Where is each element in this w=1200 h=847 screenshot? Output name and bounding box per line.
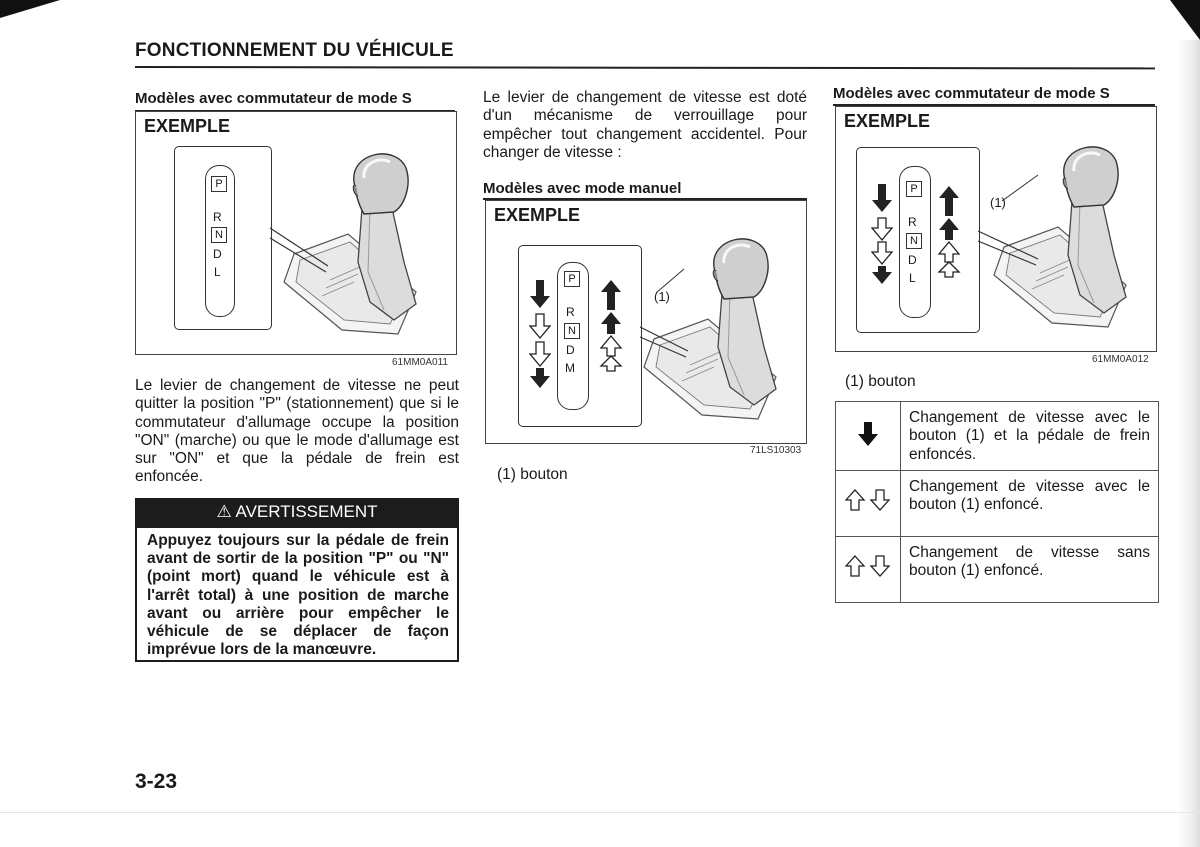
gate-letter-r: R bbox=[908, 215, 917, 229]
gate-letter-p: P bbox=[211, 176, 227, 192]
col2-paragraph: Le levier de changement de vitesse est doté d'un mécanisme de verrouillage pour empêcher tout changement accidentel. Pour changer de vitesse : bbox=[483, 89, 807, 161]
gate-slot bbox=[899, 166, 931, 318]
col3-caption: (1) bouton bbox=[845, 373, 916, 390]
header-rule bbox=[135, 66, 1155, 69]
shifter-illustration bbox=[266, 142, 436, 342]
col2-figure-code: 71LS10303 bbox=[750, 445, 802, 456]
bottom-rule bbox=[0, 812, 1200, 813]
col1-paragraph: Le levier de changement de vitesse ne peut quitter la position "P" (stationnement) que si le commutateur d'allumage occupe la position "ON" (marche) ou que le mode d'allumage est sur "ON" et que la pédale de frein est enfoncée. bbox=[135, 377, 459, 486]
gate-letter-n: N bbox=[906, 233, 922, 249]
col1-figure bbox=[135, 111, 457, 355]
shifter-illustration bbox=[976, 135, 1146, 335]
figure-callout: (1) bbox=[990, 195, 1006, 210]
col2-figure bbox=[485, 200, 807, 444]
gate-slot bbox=[557, 262, 589, 410]
col3-figure-code: 61MM0A012 bbox=[1092, 354, 1149, 365]
shift-arrows-right-icon bbox=[937, 184, 961, 278]
warning-box bbox=[135, 526, 459, 662]
figure-callout: (1) bbox=[654, 289, 670, 304]
page-corner-mark-top-right bbox=[1170, 0, 1200, 40]
warning-title: AVERTISSEMENT bbox=[235, 502, 378, 521]
page-corner-mark-top-left bbox=[0, 0, 60, 18]
shift-arrows-left-icon bbox=[529, 278, 551, 390]
legend-text: Changement de vitesse sans bouton (1) enfoncé. bbox=[901, 536, 1159, 602]
gate-letter-p: P bbox=[906, 181, 922, 197]
gate-letter-n: N bbox=[564, 323, 580, 339]
gate-panel bbox=[174, 146, 272, 330]
section-header: FONCTIONNEMENT DU VÉHICULE bbox=[135, 40, 454, 61]
legend-text: Changement de vitesse avec le bouton (1) enfoncé. bbox=[901, 470, 1159, 536]
gate-letter-r: R bbox=[566, 305, 575, 319]
warning-triangle-icon: ⚠ bbox=[216, 502, 232, 521]
gate-slot bbox=[205, 165, 235, 317]
shift-legend-table bbox=[835, 401, 1159, 603]
legend-row bbox=[836, 402, 1159, 471]
gate-panel bbox=[856, 147, 980, 333]
legend-row bbox=[836, 470, 1159, 536]
gate-letter-n: N bbox=[211, 227, 227, 243]
shifter-illustration bbox=[626, 227, 796, 427]
hollow-up-down-arrows-icon bbox=[845, 554, 891, 578]
warning-text: Appuyez toujours sur la pédale de frein avant de sortir de la position "P" ou "N" (point mort) quand le véhicule est à l'arrêt total) à une position de marche avant ou arrière pour empêcher le véhicule de se déplacer de façon imprévue lors de la manœuvre. bbox=[147, 532, 449, 659]
gate-letter-p: P bbox=[564, 271, 580, 287]
col3-figure bbox=[835, 106, 1157, 352]
gate-letter-d: D bbox=[213, 247, 222, 261]
gate-letter-l: L bbox=[909, 271, 916, 285]
col3-subheading: Modèles avec commutateur de mode S bbox=[833, 85, 1110, 102]
col1-subheading: Modèles avec commutateur de mode S bbox=[135, 90, 412, 107]
gate-letter-d: D bbox=[566, 343, 575, 357]
figure-label: EXEMPLE bbox=[494, 205, 581, 225]
figure-label: EXEMPLE bbox=[144, 116, 231, 136]
legend-icon-cell bbox=[836, 470, 901, 536]
col1-figure-code: 61MM0A011 bbox=[392, 357, 448, 368]
legend-icon-cell bbox=[836, 536, 901, 602]
shift-arrows-left-icon bbox=[871, 182, 893, 286]
page-edge-shadow bbox=[1178, 40, 1200, 847]
page-number: 3-23 bbox=[135, 770, 178, 793]
legend-row bbox=[836, 536, 1159, 602]
solid-down-arrow-icon bbox=[857, 420, 879, 446]
gate-panel bbox=[518, 245, 642, 427]
figure-label: EXEMPLE bbox=[844, 111, 931, 131]
gate-letter-r: R bbox=[213, 210, 222, 224]
gate-letter-l: L bbox=[214, 265, 221, 279]
shift-arrows-right-icon bbox=[599, 278, 623, 372]
gate-letter-d: D bbox=[908, 253, 917, 267]
warning-header bbox=[135, 498, 459, 526]
legend-icon-cell bbox=[836, 402, 901, 471]
col2-subheading: Modèles avec mode manuel bbox=[483, 180, 682, 197]
gate-letter-m: M bbox=[565, 361, 575, 375]
hollow-up-down-arrows-icon bbox=[845, 488, 891, 512]
legend-text: Changement de vitesse avec le bouton (1) et la pédale de frein enfoncés. bbox=[901, 402, 1159, 471]
col2-caption: (1) bouton bbox=[497, 466, 568, 483]
